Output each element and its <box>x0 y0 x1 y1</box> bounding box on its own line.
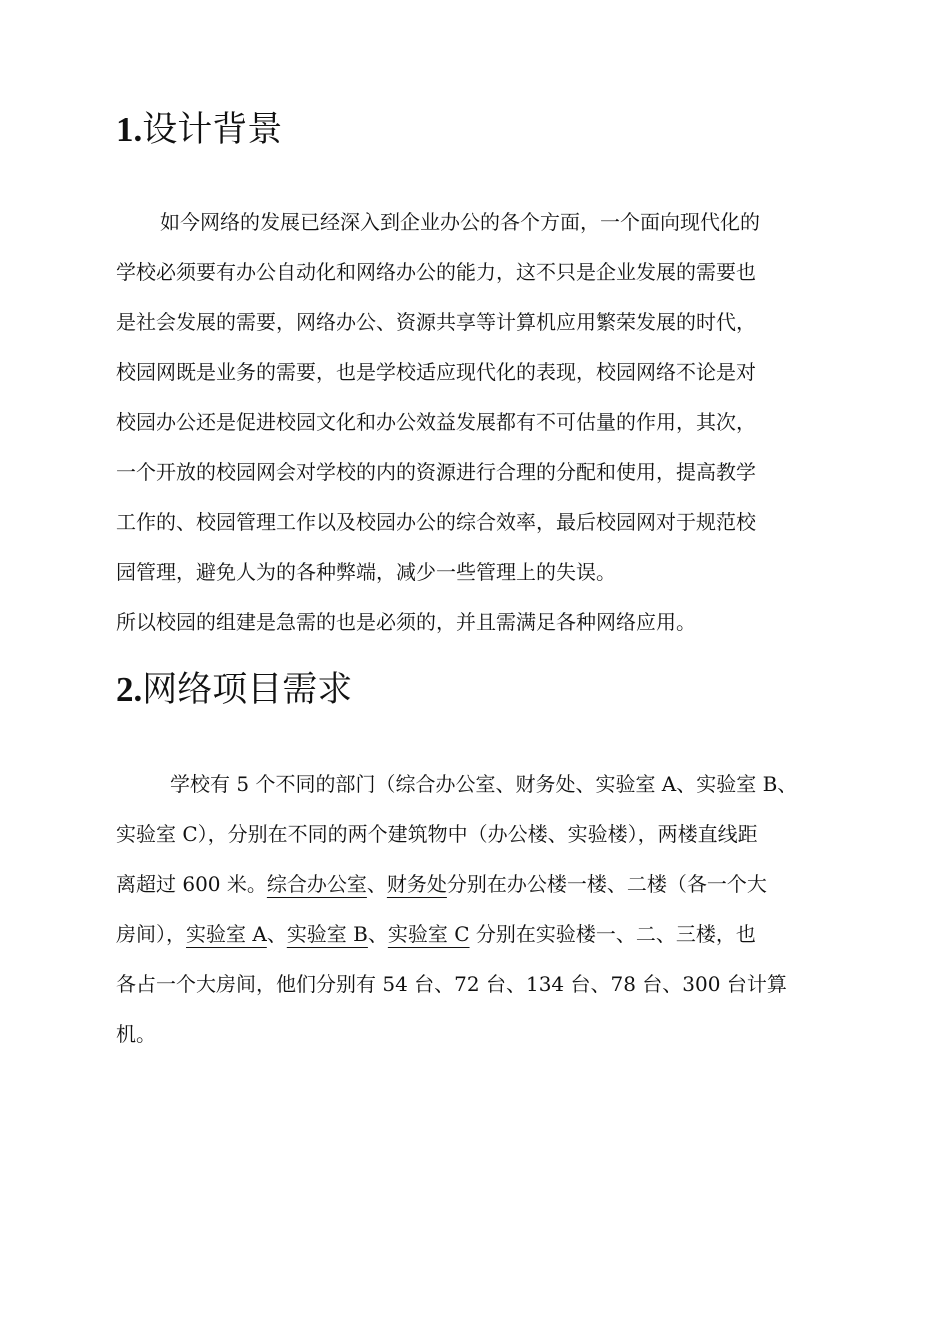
paragraph-line: 工作的、校园管理工作以及校园办公的综合效率，最后校园网对于规范校 <box>116 510 756 534</box>
text-run: 分别在办公楼一楼、二楼（各一个大 <box>446 872 767 896</box>
text-run: 、 <box>266 922 287 946</box>
section-1-number: 1. <box>116 110 143 149</box>
paragraph-line: 一个开放的校园网会对学校的内的资源进行合理的分配和使用，提高教学 <box>116 460 756 484</box>
paragraph-line: 学校有 5 个不同的部门（综合办公室、财务处、实验室 A、实验室 B、 <box>170 772 798 796</box>
text-run: 、 <box>367 922 388 946</box>
paragraph-line: 园管理，避免人为的各种弊端，减少一些管理上的失误。 <box>116 560 616 584</box>
paragraph-line: 如今网络的发展已经深入到企业办公的各个方面，一个面向现代化的 <box>160 210 760 234</box>
text-run: 、 <box>366 872 387 896</box>
section-2-title: 网络项目需求 <box>142 670 353 710</box>
section-1-title: 设计背景 <box>142 110 283 150</box>
paragraph-line: 各占一个大房间，他们分别有 54 台、72 台、134 台、78 台、300 台计算 <box>116 972 787 996</box>
lab-b-link: 实验室 B <box>286 922 368 946</box>
paragraph-line <box>116 859 828 909</box>
section-2-number: 2. <box>116 670 143 709</box>
paragraph-line: 实验室 C），分别在不同的两个建筑物中（办公楼、实验楼），两楼直线距 <box>116 822 758 846</box>
text-run: 房间）， <box>116 922 186 946</box>
paragraph-line: 机。 <box>116 1022 156 1046</box>
department-finance-link: 财务处 <box>386 872 447 896</box>
section-2-body <box>116 759 828 1059</box>
paragraph-line: 是社会发展的需要，网络办公、资源共享等计算机应用繁荣发展的时代， <box>116 310 756 334</box>
paragraph-line <box>116 909 828 959</box>
lab-a-link: 实验室 A <box>186 922 267 946</box>
section-1-body <box>116 197 828 647</box>
paragraph-line: 校园网既是业务的需要，也是学校适应现代化的表现，校园网络不论是对 <box>116 360 756 384</box>
text-run: 离超过 600 米。 <box>116 872 267 896</box>
section-1-heading <box>116 110 282 150</box>
paragraph-line: 校园办公还是促进校园文化和办公效益发展都有不可估量的作用，其次， <box>116 410 756 434</box>
paragraph-line: 所以校园的组建是急需的也是必须的，并且需满足各种网络应用。 <box>116 610 696 634</box>
paragraph-line: 学校必须要有办公自动化和网络办公的能力，这不只是企业发展的需要也 <box>116 260 756 284</box>
section-2-heading <box>116 670 352 710</box>
lab-c-link: 实验室 C <box>387 922 470 946</box>
department-office-link: 综合办公室 <box>266 872 367 896</box>
text-run: 分别在实验楼一、二、三楼，也 <box>469 922 756 946</box>
